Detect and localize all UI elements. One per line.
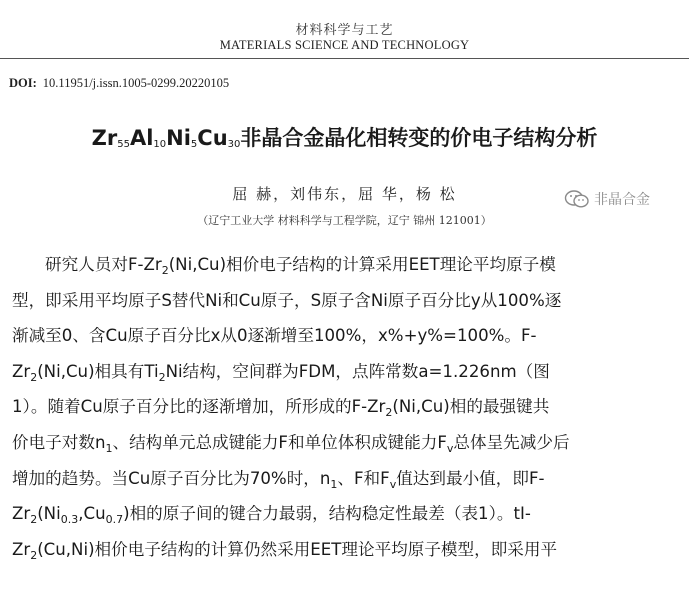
body-line-1: 研究人员对$F-Zr_2(Ni,Cu)$相价电子结构的计算采用EET理论平均原子模 xyxy=(45,255,556,277)
body-line-8: $Zr_2(Ni_{0.3},Cu_{0.7})$相的原子间的键合力最弱，结构稳定性最差（表1）。tI- xyxy=(12,504,531,527)
watermark xyxy=(564,189,650,209)
article-body xyxy=(12,247,682,567)
journal-name-en: MATERIALS SCIENCE AND TECHNOLOGY xyxy=(219,38,470,52)
body-line-5: 1）。随着Cu原子百分比的逐渐增加，所形成的$F-Zr_2(Ni,Cu)$相的最强键共 xyxy=(12,397,550,420)
affiliation: （辽宁工业大学 材料科学与工程学院，辽宁 锦州 121001） xyxy=(197,214,492,227)
authors: 屈 赫，刘伟东，屈 华，杨 松 xyxy=(232,185,457,203)
body-line-3: 渐减至0、含Cu原子百分比x从0逐渐增至100%，x%+y%=100%。F- xyxy=(12,326,537,346)
doi-label: DOI: xyxy=(9,76,37,90)
journal-name-cn: 材料科学与工艺 xyxy=(295,23,394,38)
doi-line xyxy=(9,76,229,91)
body-line-2: 型，即采用平均原子S替代Ni和Cu原子，S原子含Ni原子百分比y从100%逐 xyxy=(12,290,562,310)
body-line-4: $Zr_2(Ni,Cu)$相具有$Ti_2Ni$结构，空间群为FDM，点阵常数a=1.226nm（图 xyxy=(12,361,550,384)
wechat-icon xyxy=(564,189,590,209)
article-title: $Zr_{55}Al_{10}Ni_5Cu_{30}$非晶合金晶化相转变的价电子结构分析 xyxy=(91,126,598,150)
body-line-6: 价电子对数$n_1$、结构单元总成键能力F和单位体积成键能力$F_v$总体呈先减少后 xyxy=(12,432,570,455)
body-line-9: $Zr_2(Cu,Ni)$相价电子结构的计算仍然采用EET理论平均原子模型，即采用平 xyxy=(12,539,558,562)
watermark-text: 非晶合金 xyxy=(594,192,650,208)
header-rule xyxy=(0,58,689,59)
body-line-7: 增加的趋势。当Cu原子百分比为70%时，$n_1$、F和$F_v$值达到最小值，即F- xyxy=(12,468,545,491)
doi-link[interactable]: 10.11951/j.issn.1005-0299.20220105 xyxy=(42,76,230,90)
